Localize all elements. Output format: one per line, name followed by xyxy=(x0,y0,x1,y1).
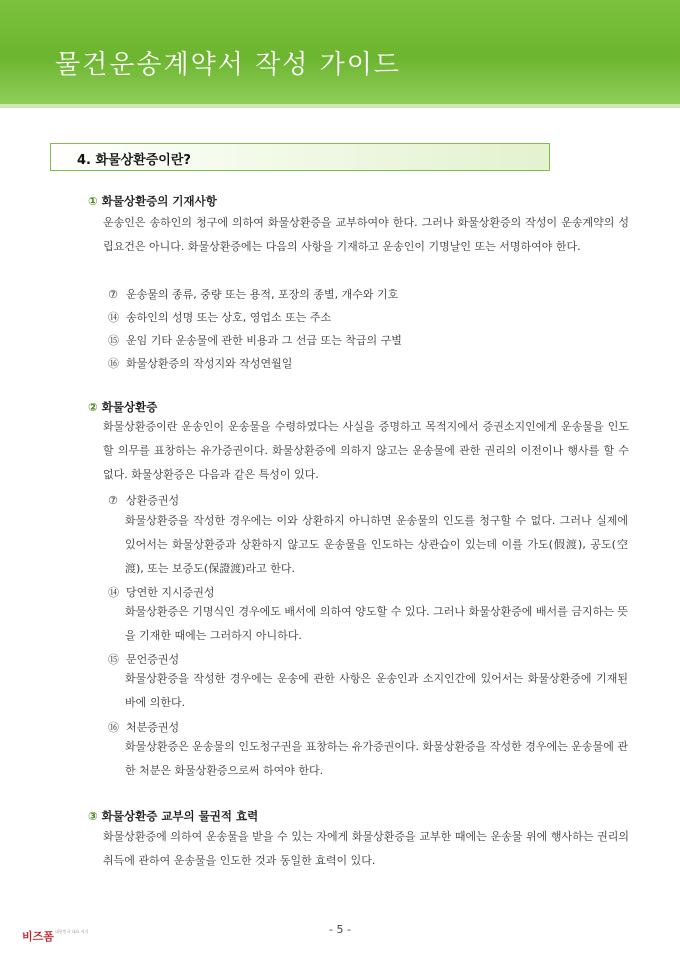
list-item-number: ⑭ xyxy=(108,586,119,599)
page-number: - 5 - xyxy=(329,923,351,936)
logo-subtext: 대한민국 대표 서식 xyxy=(55,929,89,934)
list-item-number: ⑮ xyxy=(108,653,119,666)
section-title-box xyxy=(50,143,550,171)
list-item-description: 화물상환증을 작성한 경우에는 이와 상환하지 아니하면 운송물의 인도를 청구할 수 없다. 그러나 실제에 있어서는 화물상환증과 상환하지 않고도 운송물을 인도하는 상관습이 있는데 이를 가도(假渡), 공도(空渡), 또는 보증도(保證渡)라고 한다. xyxy=(125,514,628,575)
list-item-description: 화물상환증은 기명식인 경우에도 배서에 의하여 양도할 수 있다. 그러나 화물상환증에 배서를 금지하는 뜻을 기재한 때에는 그러하지 아니하다. xyxy=(125,605,628,642)
subsection-2-number: ② xyxy=(88,400,98,414)
list-item-description: 화물상환증은 운송물의 인도청구권을 표창하는 유가증권이다. 화물상환증을 작성한 경우에는 운송물에 관한 처분은 화물상환증으로써 하여야 한다. xyxy=(125,740,628,777)
list-item-number: ⑦ xyxy=(108,288,118,301)
subsection-2-paragraph: 화물상환증이란 운송인이 운송물을 수령하였다는 사실을 증명하고 목적지에서 증권소지인에게 운송물을 인도할 의무를 표창하는 유가증권이다. 화물상환증에 의하지 않고는 운송물에 관한 권리의 이전이나 행사를 할 수 없다. 화물상환증은 다음과 같은 특성이 있다. xyxy=(103,420,629,481)
subsection-3-number: ③ xyxy=(88,809,98,823)
list-item-text: 송하인의 성명 또는 상호, 영업소 또는 주소 xyxy=(126,311,332,324)
list-item xyxy=(108,309,331,325)
list-item xyxy=(108,355,292,371)
list-item-text: 운임 기타 운송물에 관한 비용과 그 선급 또는 착급의 구별 xyxy=(126,334,402,347)
list-item xyxy=(108,584,215,600)
list-item-text: 운송물의 종류, 중량 또는 용적, 포장의 종별, 개수와 기호 xyxy=(126,288,399,301)
subsection-3-paragraph: 화물상환증에 의하여 운송물을 받을 수 있는 자에게 화물상환증을 교부한 때에는 운송물 위에 행사하는 권리의 취득에 관하여 운송물을 인도한 것과 동일한 효력이 있다. xyxy=(103,830,629,867)
subsection-1-title: 화물상환증의 기재사항 xyxy=(101,194,217,208)
list-item-title: 상환증권성 xyxy=(126,494,180,507)
list-item-number: ⑯ xyxy=(108,357,119,370)
subsection-2-title: 화물상환증 xyxy=(101,400,158,414)
subsection-1-paragraph: 운송인은 송하인의 청구에 의하여 화물상환증을 교부하여야 한다. 그러나 화물상환증의 작성이 운송계약의 성립요건은 아니다. 화물상환증에는 다음의 사항을 기재하고 운송인이 기명날인 또는 서명하여야 한다. xyxy=(103,216,629,253)
subsection-3-title: 화물상환증 교부의 물권적 효력 xyxy=(101,809,259,823)
subsection-1-heading xyxy=(88,193,217,209)
subsection-3-heading xyxy=(88,808,258,824)
header-banner xyxy=(0,0,680,104)
list-item-title: 당연한 지시증권성 xyxy=(126,586,215,599)
list-item-text: 화물상환증의 작성지와 작성연월일 xyxy=(126,357,293,370)
subsection-1-number: ① xyxy=(88,194,98,208)
header-divider xyxy=(0,104,680,108)
list-item xyxy=(108,651,179,667)
list-item xyxy=(108,332,402,348)
document-title: 물건운송계약서 작성 가이드 xyxy=(55,50,401,80)
subsection-2-heading xyxy=(88,399,157,415)
list-item-title: 문언증권성 xyxy=(126,653,180,666)
list-item xyxy=(108,492,179,508)
logo-text: 비즈폼 xyxy=(22,930,54,943)
list-item xyxy=(108,719,179,735)
list-item-description: 화물상환증을 작성한 경우에는 운송에 관한 사항은 운송인과 소지인간에 있어서는 화물상환증에 기재된 바에 의한다. xyxy=(125,672,628,709)
list-item-number: ⑯ xyxy=(108,721,119,734)
list-item-number: ⑮ xyxy=(108,334,119,347)
section-title: 4. 화물상환증이란? xyxy=(77,153,191,168)
bizforms-logo xyxy=(22,927,89,945)
list-item-title: 처분증권성 xyxy=(126,721,180,734)
list-item-number: ⑭ xyxy=(108,311,119,324)
list-item-number: ⑦ xyxy=(108,494,118,507)
list-item xyxy=(108,286,398,302)
